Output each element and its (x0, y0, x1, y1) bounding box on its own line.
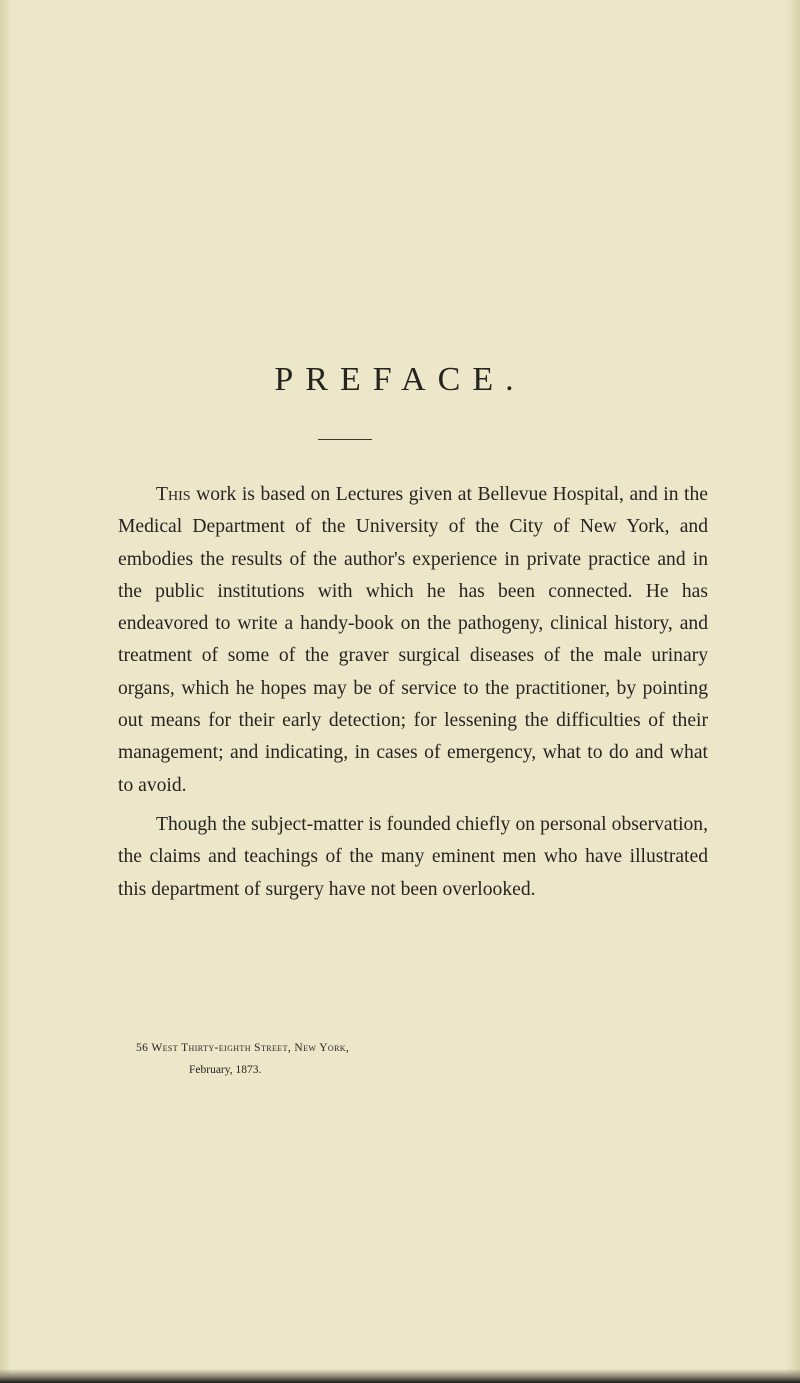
paragraph-1-text: work is based on Lectures given at Bellevue Hospital, and in the Medical Department of the University of the City of New York, and embodies the results of the author's experience in private practice and in the public institutions with which he has been connected. He has endeavored to write a handy-book on the pathogeny, clinical history, and treatment of some of the graver surgical diseases of the male urinary organs, which he hopes may be of service to the practitioner, by pointing out means for their early detection; for lessening the difficulties of their management; and indicating, in cases of emergency, what to do and what to avoid. (118, 484, 708, 796)
page-edge-shadow-left (0, 0, 12, 1383)
paragraph-2: Though the subject-matter is founded chiefly on personal observation, the claims and teachings of the many eminent men who have illustrated this department of surgery have not been overlooked. (118, 813, 708, 900)
title-divider (318, 439, 372, 440)
page-title: PREFACE. (274, 361, 526, 398)
address-date: February, 1873. (189, 1064, 262, 1076)
paragraph-1 (118, 479, 708, 802)
author-address (136, 1037, 696, 1081)
address-street: 56 West Thirty-eighth Street, New York, (136, 1042, 350, 1054)
page-edge-shadow-right (786, 0, 800, 1383)
paragraph-1-lead-word: This (156, 484, 191, 505)
preface-body (118, 479, 708, 906)
page-bottom-edge (0, 1369, 800, 1383)
